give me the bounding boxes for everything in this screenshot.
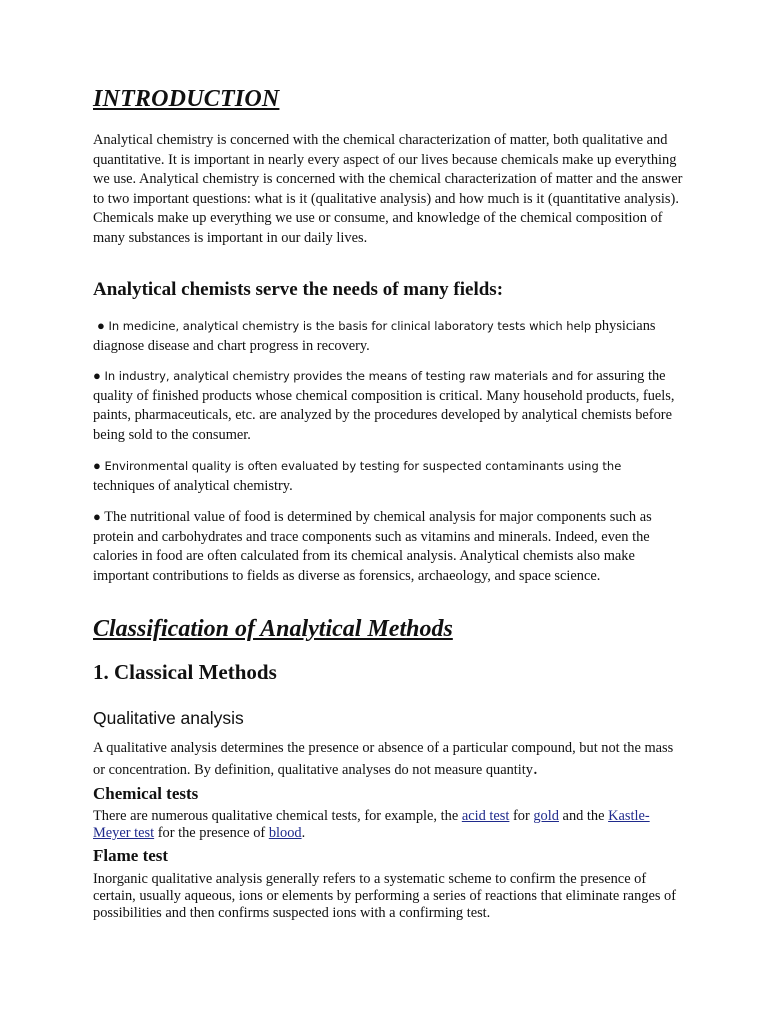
gold-link[interactable]: gold [533,808,559,824]
chemical-tests-text-5: . [301,825,306,841]
bullet-nutrition-text: The nutritional value of food is determined by chemical analysis for major components such as protein and carbohydrates and trace components such as vitamins and minerals. Indeed, even the calories in food are often calculated from its chemical analysis. Analytical chemists also make important contributions to fields as diverse as forensics, archaeology, and space science. [93,509,652,584]
flame-test-paragraph: Inorganic qualitative analysis generally refers to a systematic scheme to confirm the presence of certain, usually aqueous, ions or elements by performing a series of reactions that eliminate ranges of possibilities and then confirms suspected ions with a confirming test. [93,871,677,921]
acid-test-link[interactable]: acid test [461,808,510,824]
bullet-industry-rest: assuring the quality of finished products whose chemical composition is critical. Many household products, fuels, paints, pharmaceuticals, etc. are analyzed by the procedures developed by analytical chemists before being sold to the consumer. [93,368,675,443]
introduction-paragraph: Analytical chemistry is concerned with the chemical characterization of matter, both qualitative and quantitative. It is important in nearly every aspect of our lives because chemicals make up everything we use. Analytical chemistry is concerned with the chemical characterization of matter and the answer to two important questions: what is it (qualitative analysis) and how much is it (quantitative analysis). Chemicals make up everything we use or consume, and knowledge of the chemical composition of many substances is important in our daily lives. [93,132,683,246]
introduction-heading: INTRODUCTION [93,86,280,112]
chemical-tests-text-4: for the presence of [154,825,269,841]
bullet-medicine [93,316,685,356]
bullet-icon: ● [93,458,101,473]
bullet-environment-rest: techniques of analytical chemistry. [93,477,293,494]
bullet-industry-lead: In industry, analytical chemistry provides the means of testing raw materials and for [104,369,593,383]
classification-heading: Classification of Analytical Methods [93,616,453,642]
chemical-tests-text-3: and the [558,808,609,824]
bullet-medicine-rest: physicians diagnose disease and chart progress in recovery. [93,318,656,354]
bullet-icon: ● [97,318,105,333]
chemical-tests-paragraph [93,808,685,842]
bullet-environment [93,456,685,496]
flame-test-heading: Flame test [93,846,169,865]
qualitative-analysis-period: . [533,757,538,779]
chemical-tests-heading: Chemical tests [93,784,199,803]
bullet-industry [93,366,685,445]
qualitative-analysis-heading: Qualitative analysis [93,708,244,728]
qualitative-analysis-text: A qualitative analysis determines the presence or absence of a particular compound, but not the mass or concentration. By definition, qualitative analyses do not measure quantity [93,740,674,778]
fields-heading: Analytical chemists serve the needs of many fields: [93,279,504,300]
bullet-environment-lead: Environmental quality is often evaluated by testing for suspected contaminants using the [104,459,622,473]
bullet-nutrition [93,507,685,586]
chemical-tests-text-2: for [509,808,534,824]
qualitative-analysis-paragraph [93,738,685,781]
bullet-medicine-lead: In medicine, analytical chemistry is the basis for clinical laboratory tests which help [108,319,592,333]
chemical-tests-text-1: There are numerous qualitative chemical tests, for example, the [93,808,462,824]
classical-methods-heading: 1. Classical Methods [93,660,277,684]
bullet-icon: ● [93,368,101,383]
blood-link[interactable]: blood [268,825,302,841]
kastle-meyer-test-link[interactable]: Kastle-Meyer test [93,808,650,841]
bullet-icon: ● [93,509,101,524]
